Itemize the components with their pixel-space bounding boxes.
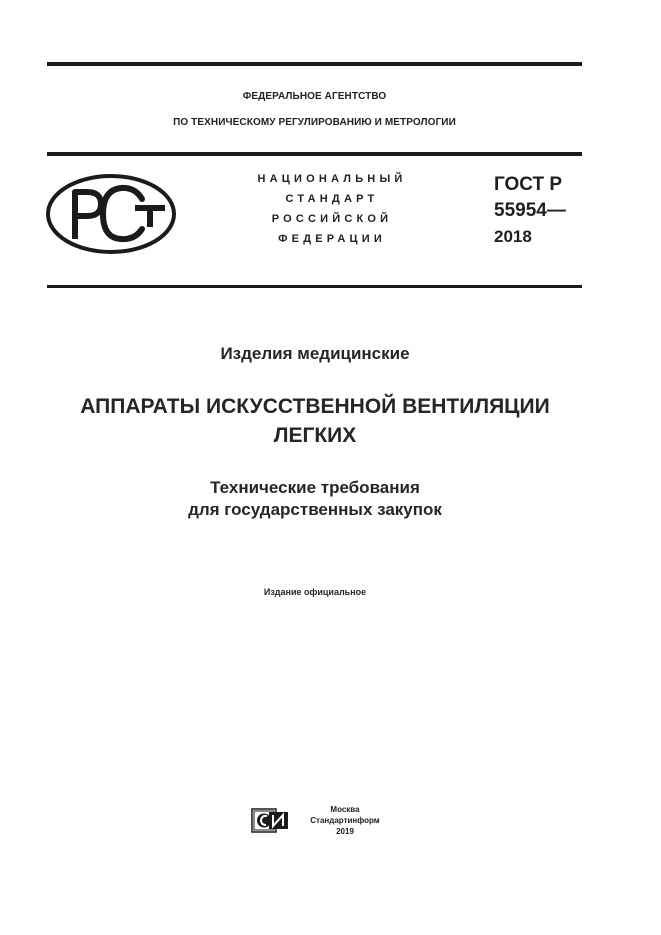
header-bottom-rule [47, 285, 582, 288]
top-rule [47, 62, 582, 66]
edition-label: Издание официальное [263, 587, 367, 597]
national-word-3: РОССИЙСКОЙ [271, 213, 393, 225]
main-title-line-2: ЛЕГКИХ [273, 424, 357, 447]
gost-emblem-logo [45, 173, 177, 260]
gost-number [494, 172, 566, 250]
agency-line-2: ПО ТЕХНИЧЕСКОМУ РЕГУЛИРОВАНИЮ И МЕТРОЛОГИИ [173, 117, 456, 128]
subtitle-line-1: Технические требования [210, 478, 420, 497]
subtitle-line-2: для государственных закупок [188, 500, 442, 519]
gost-year: 2018 [494, 227, 532, 246]
publisher-block [300, 804, 390, 837]
national-word-2: СТАНДАРТ [285, 193, 379, 205]
category-title: Изделия медицинские [220, 344, 410, 363]
national-word-4: ФЕДЕРАЦИИ [278, 233, 386, 245]
agency-line-1: ФЕДЕРАЛЬНОЕ АГЕНТСТВО [242, 91, 387, 102]
header-rule [47, 152, 582, 156]
main-title-line-1: АППАРАТЫ ИСКУССТВЕННОЙ ВЕНТИЛЯЦИИ [80, 395, 550, 418]
publisher-year: 2019 [336, 827, 354, 836]
national-word-1: НАЦИОНАЛЬНЫЙ [257, 173, 407, 185]
gost-code: 55954— [494, 200, 566, 221]
publisher-name: Стандартинформ [310, 816, 380, 825]
publisher-city: Москва [330, 805, 360, 814]
standartinform-logo [251, 807, 291, 840]
gost-prefix: ГОСТ Р [494, 174, 563, 195]
